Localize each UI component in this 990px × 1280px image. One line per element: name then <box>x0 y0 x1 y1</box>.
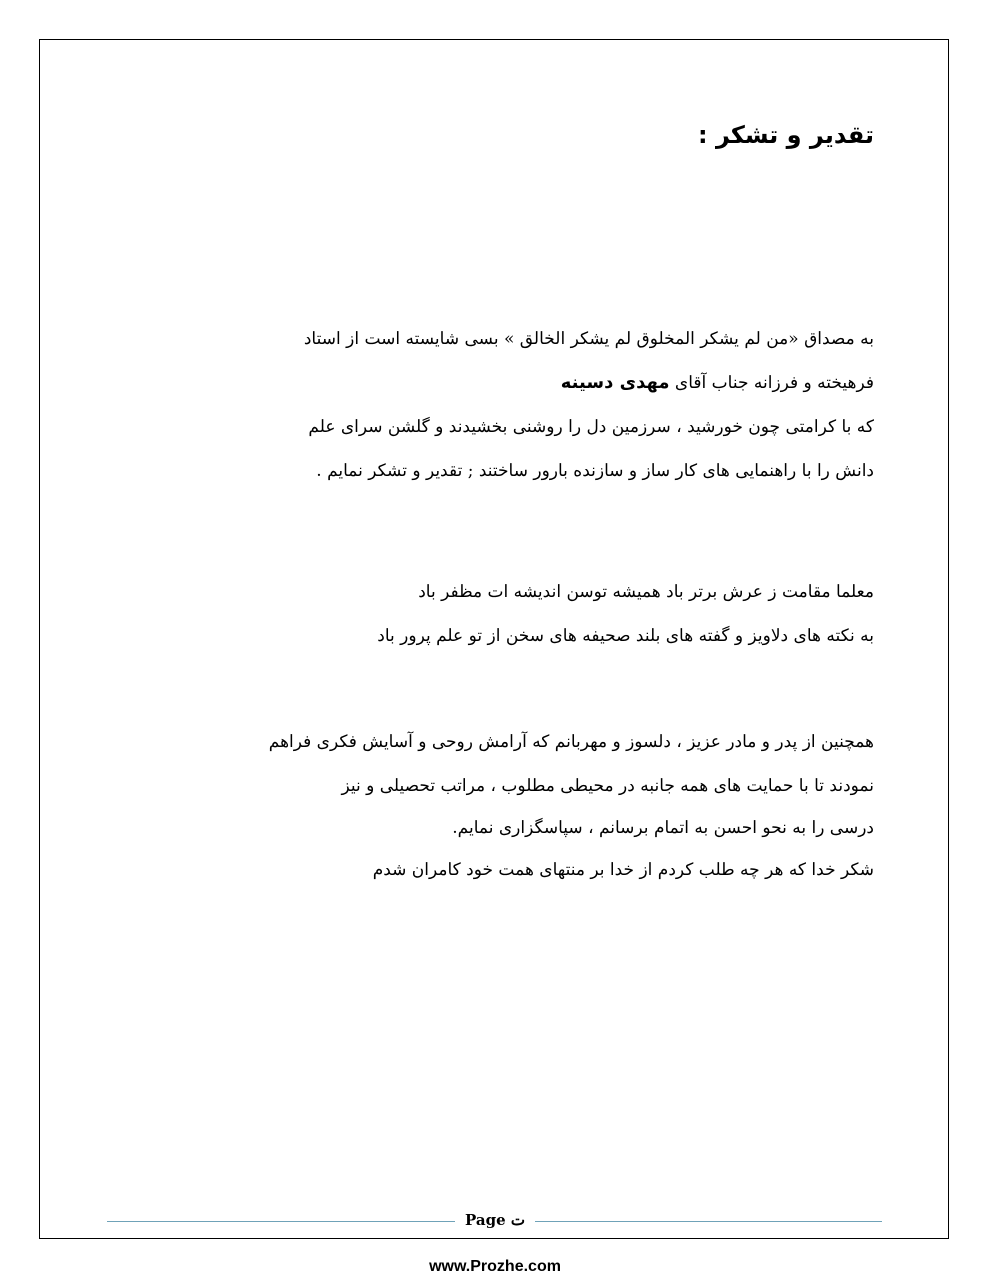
poem-line: به نکته های دلاویز و گفته های بلند صحیفه های سخن از تو علم پرور باد <box>377 626 874 646</box>
line-prefix: فرهیخته و فرزانه جناب آقای <box>669 373 874 393</box>
paragraph-line: درسی را به نحو احسن به اتمام برسانم ، سپاسگزاری نمایم. <box>452 818 874 838</box>
teacher-name: مهدی دسینه <box>560 372 670 393</box>
page-title: تقدیر و تشکر : <box>698 121 874 149</box>
paragraph-line <box>214 361 874 405</box>
page-footer <box>455 1211 535 1229</box>
paragraph-line: نمودند تا با حمایت های همه جانبه در محیطی مطلوب ، مراتب تحصیلی و نیز <box>341 776 874 796</box>
footer-divider-left <box>107 1221 455 1222</box>
footer-divider-right <box>535 1221 882 1222</box>
page-label: Page <box>465 1211 506 1229</box>
paragraph-line: دانش را با راهنمایی های کار ساز و سازنده بارور ساختند ; تقدیر و تشکر نمایم . <box>316 461 874 481</box>
poem-block <box>214 570 874 658</box>
page-number: ت <box>510 1211 525 1229</box>
paragraph-line: به مصداق «من لم یشکر المخلوق لم یشکر الخالق » بسی شایسته است از استاد <box>303 329 874 349</box>
poem-line: معلما مقامت ز عرش برتر باد همیشه توسن اندیشه ات مظفر باد <box>418 582 874 602</box>
paragraph-line: همچنین از پدر و مادر عزیز ، دلسوز و مهربانم که آرامش روحی و آسایش فکری فراهم <box>268 732 874 752</box>
family-thanks-paragraph <box>214 720 874 892</box>
website-url[interactable]: www.Prozhe.com <box>429 1258 561 1275</box>
paragraph-line: شکر خدا که هر چه طلب کردم از خدا بر منتهای همت خود کامران شدم <box>372 860 874 880</box>
paragraph-line: که با کرامتی چون خورشید ، سرزمین دل را روشنی بخشیدند و گلشن سرای علم <box>308 417 874 437</box>
acknowledgement-paragraph <box>214 317 874 493</box>
